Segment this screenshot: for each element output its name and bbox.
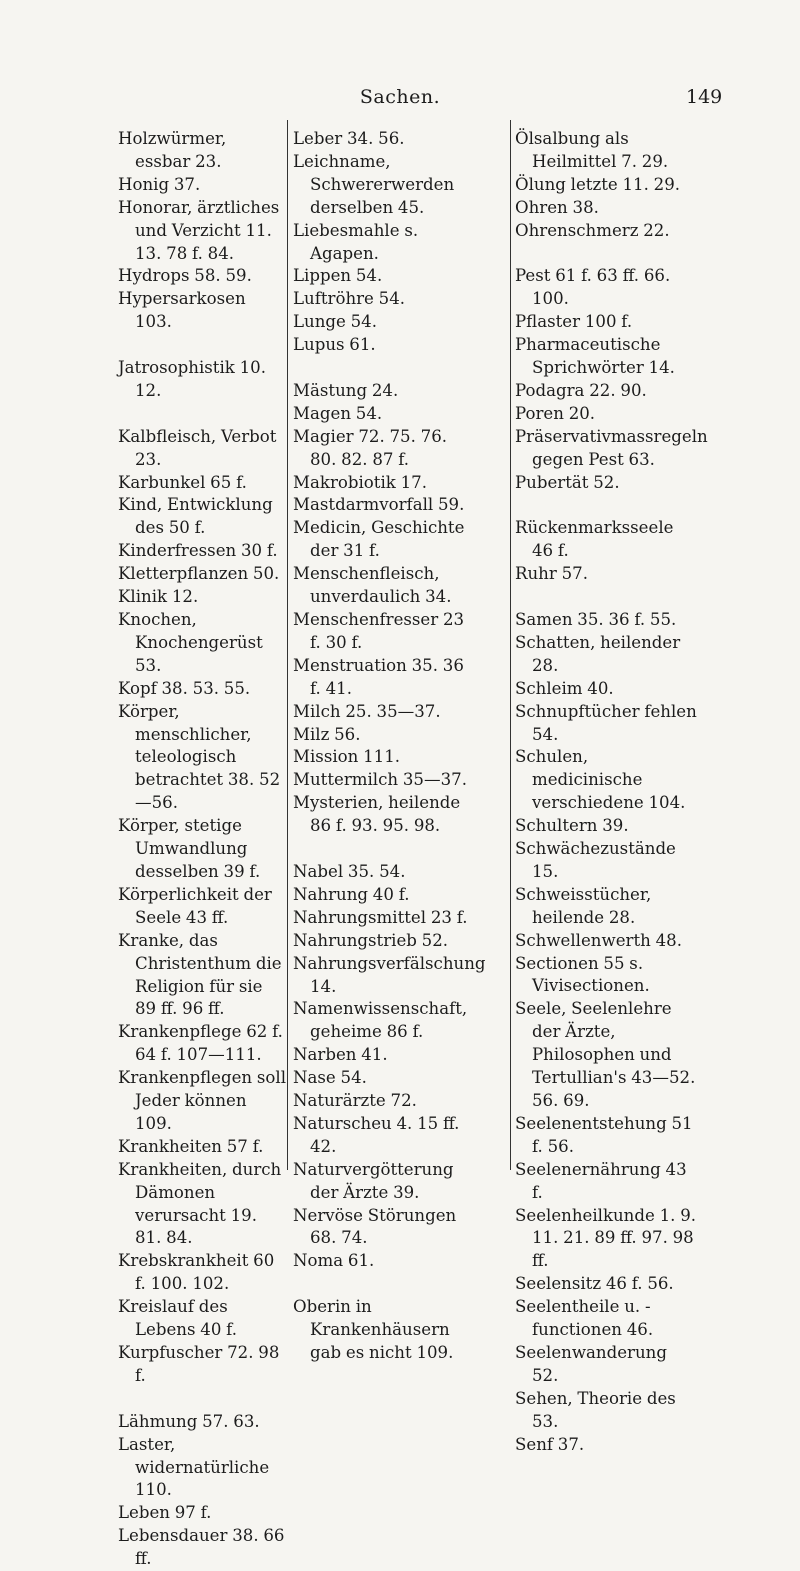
index-entry: Nervöse Störungen 68. 74. — [293, 1205, 457, 1248]
index-entry: Milz 56. — [293, 724, 361, 744]
index-entry: Luftröhre 54. — [293, 289, 406, 309]
index-entry: Krankenpflege 62 f. 64 f. 107—111. — [118, 1022, 283, 1065]
index-entry: Seelenernährung 43 f. — [515, 1159, 687, 1202]
index-entry: Lunge 54. — [293, 312, 378, 332]
index-entry: Seelenentstehung 51 f. 56. — [515, 1113, 693, 1156]
index-entry: Schnupftücher fehlen 54. — [515, 701, 697, 744]
index-entry: Leber 34. 56. — [293, 129, 405, 148]
index-entry: Nabel 35. 54. — [293, 861, 406, 881]
page-number: 149 — [686, 86, 723, 108]
index-entry: Honig 37. — [118, 174, 201, 194]
index-entry: Kurpfuscher 72. 98 f. — [118, 1343, 280, 1385]
index-entry: Körperlichkeit der Seele 43 ff. — [118, 884, 272, 927]
index-entry: Medicin, Geschichte der 31 f. — [293, 518, 465, 561]
index-entry: Schwächezustände 15. — [515, 839, 676, 881]
index-entry: Naturscheu 4. 15 ff. 42. — [293, 1113, 460, 1156]
index-entry: Kletterpflanzen 50. — [118, 564, 280, 584]
index-entry: Ohrenschmerz 22. — [515, 220, 670, 240]
index-entry: Menstruation 35. 36 f. 41. — [293, 655, 464, 698]
index-entry: Senf 37. — [515, 1434, 585, 1454]
index-entry: Seelensitz 46 f. 56. — [515, 1274, 674, 1294]
index-entry: Leichname, Schwererwerden derselben 45. — [293, 151, 455, 217]
index-entry: Leben 97 f. — [118, 1503, 212, 1523]
index-entry: Mysterien, heilende 86 f. 93. 95. 98. — [293, 793, 461, 836]
index-entry: Seelenwanderung 52. — [515, 1342, 667, 1385]
index-entry: Nase 54. — [293, 1068, 367, 1088]
index-entry: Seelenheilkunde 1. 9. 11. 21. 89 ff. 97. 98 ff. — [515, 1205, 697, 1271]
index-entry: Nahrungsverfälschung 14. — [293, 953, 486, 996]
index-entry: Kind, Entwicklung des 50 f. — [118, 495, 273, 538]
index-entry: Kinderfressen 30 f. — [118, 541, 278, 561]
index-entry: Menschenfresser 23 f. 30 f. — [293, 610, 465, 652]
index-entry: Holzwürmer, essbar 23. — [118, 129, 227, 171]
index-entry: Noma 61. — [293, 1251, 375, 1271]
index-entry: Oberin in Krankenhäusern gab es nicht 109. — [293, 1297, 454, 1362]
index-column-3 — [515, 128, 708, 1457]
index-entry: Ölsalbung als Heilmittel 7. 29. — [515, 129, 669, 171]
column-divider — [510, 120, 511, 1170]
index-entry: Präservativmassregeln gegen Pest 63. — [515, 426, 708, 469]
index-entry: Muttermilch 35—37. — [293, 770, 467, 790]
index-entry: Knochen, Knochengerüst 53. — [118, 610, 263, 675]
index-entry: Magen 54. — [293, 403, 383, 423]
index-entry: Hydrops 58. 59. — [118, 266, 252, 286]
index-column-2 — [293, 128, 486, 1365]
index-entry: Narben 41. — [293, 1045, 388, 1065]
index-entry: Pest 61 f. 63 ff. 66. 100. — [515, 266, 671, 309]
index-entry: Lebensdauer 38. 66 ff. — [118, 1526, 285, 1569]
index-column-1 — [118, 128, 286, 1571]
index-entry: Poren 20. — [515, 403, 596, 423]
column-divider — [287, 120, 288, 1170]
index-entry: Nahrung 40 f. — [293, 884, 410, 904]
index-entry: Honorar, ärztliches und Verzicht 11. 13. 78 f. 84. — [118, 197, 280, 263]
index-entry: Schwellenwerth 48. — [515, 930, 682, 950]
index-entry: Naturärzte 72. — [293, 1091, 417, 1111]
index-entry: Mästung 24. — [293, 380, 399, 400]
index-entry: Ölung letzte 11. 29. — [515, 174, 681, 194]
index-entry: Seele, Seelenlehre der Ärzte, Philosophen und Tertullian's 43—52. 56. 69. — [515, 999, 696, 1111]
index-entry: Laster, widernatürliche 110. — [118, 1434, 270, 1500]
index-entry: Liebesmahle s. Agapen. — [293, 220, 419, 263]
index-entry: Mission 111. — [293, 747, 401, 767]
index-entry: Klinik 12. — [118, 587, 199, 607]
index-entry: Pflaster 100 f. — [515, 312, 633, 332]
index-entry: Menschenfleisch, unverdaulich 34. — [293, 564, 452, 607]
index-entry: Jatrosophistik 10. 12. — [118, 358, 266, 400]
index-entry: Schleim 40. — [515, 678, 614, 698]
index-entry: Kalbfleisch, Verbot 23. — [118, 426, 277, 469]
index-entry: Seelentheile u. -functionen 46. — [515, 1297, 654, 1340]
index-entry: Schulen, medicinische verschiedene 104. — [515, 747, 686, 813]
index-entry: Hypersarkosen 103. — [118, 289, 246, 332]
index-entry: Podagra 22. 90. — [515, 380, 647, 400]
index-entry: Ohren 38. — [515, 197, 599, 217]
index-entry: Karbunkel 65 f. — [118, 472, 247, 492]
index-entry: Kranke, das Christenthum die Religion für sie 89 ff. 96 ff. — [118, 930, 282, 1019]
index-entry: Lippen 54. — [293, 266, 383, 286]
index-entry: Nahrungsmittel 23 f. — [293, 907, 468, 927]
index-entry: Pharmaceutische Sprichwörter 14. — [515, 335, 675, 378]
index-entry: Naturvergötterung der Ärzte 39. — [293, 1159, 454, 1202]
index-entry: Kreislauf des Lebens 40 f. — [118, 1297, 237, 1340]
index-entry: Schweisstücher, heilende 28. — [515, 884, 652, 927]
index-entry: Krankheiten 57 f. — [118, 1136, 264, 1156]
index-entry: Milch 25. 35—37. — [293, 701, 441, 721]
index-entry: Krankenpflegen soll Jeder können 109. — [118, 1068, 287, 1133]
index-entry: Sectionen 55 s. Vivisectionen. — [515, 953, 650, 996]
index-entry: Ruhr 57. — [515, 564, 588, 584]
index-entry: Krankheiten, durch Dämonen verursacht 19. 81. 84. — [118, 1159, 282, 1248]
index-entry: Kopf 38. 53. 55. — [118, 678, 251, 698]
index-entry: Schultern 39. — [515, 816, 629, 836]
index-entry: Mastdarmvorfall 59. — [293, 495, 465, 515]
index-entry: Lähmung 57. 63. — [118, 1411, 260, 1431]
index-entry: Lupus 61. — [293, 335, 376, 355]
index-entry: Magier 72. 75. 76. 80. 82. 87 f. — [293, 426, 448, 469]
index-entry: Namenwissenschaft, geheime 86 f. — [293, 999, 468, 1042]
index-entry: Körper, menschlicher, teleologisch betrachtet 38. 52—56. — [118, 701, 281, 813]
index-entry: Samen 35. 36 f. 55. — [515, 609, 677, 629]
index-entry: Sehen, Theorie des 53. — [515, 1388, 676, 1431]
index-entry: Rückenmarksseele 46 f. — [515, 518, 674, 561]
index-entry: Pubertät 52. — [515, 472, 620, 492]
index-entry: Makrobiotik 17. — [293, 472, 427, 492]
index-entry: Schatten, heilender 28. — [515, 632, 681, 675]
index-entry: Krebskrankheit 60 f. 100. 102. — [118, 1251, 275, 1294]
index-entry: Nahrungstrieb 52. — [293, 930, 449, 950]
running-header-title: Sachen. — [359, 86, 441, 108]
index-entry: Körper, stetige Umwandlung desselben 39 f. — [118, 816, 261, 881]
